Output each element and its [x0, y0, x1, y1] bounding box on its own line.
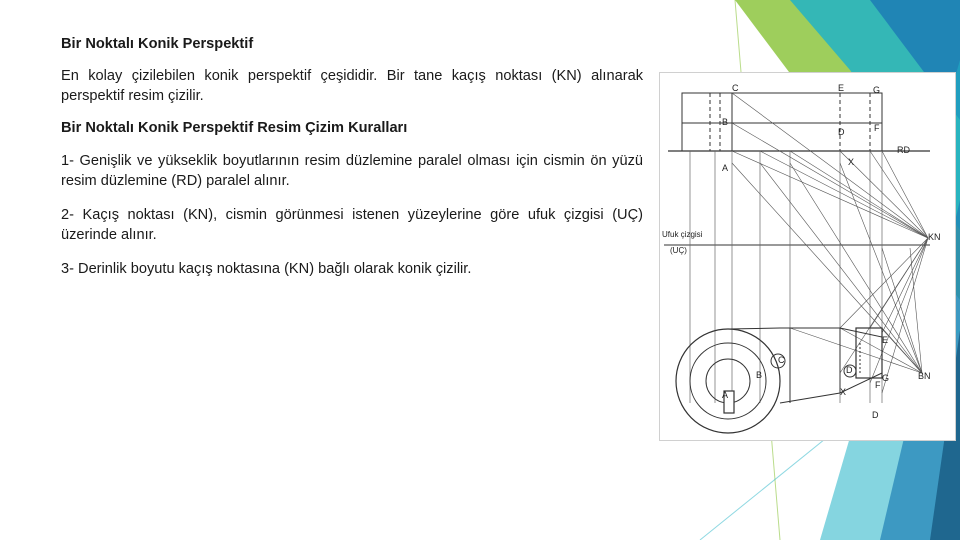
label-a-mid: A — [722, 163, 729, 173]
label-a-bot: A — [722, 390, 729, 400]
label-kn: KN — [928, 232, 941, 242]
rules-heading: Bir Noktalı Konik Perspektif Resim Çizim Kuralları — [61, 120, 408, 136]
label-x-bot: X — [840, 387, 847, 397]
label-rd: RD — [897, 145, 910, 155]
slide-title: Bir Noktalı Konik Perspektif — [61, 36, 254, 52]
label-c-top: C — [732, 83, 739, 93]
perspective-drawing-svg — [660, 73, 955, 440]
rule-1: 1- Genişlik ve yükseklik boyutlarının resim düzlemine paralel olması için cismin ön yüzü resim düzlemine (RD) paralel alınır. — [61, 153, 643, 189]
label-horizon-1: Ufuk çizgisi — [662, 230, 703, 239]
figure-labels — [662, 83, 941, 420]
label-b-bot: B — [756, 370, 763, 380]
label-f-top: F — [874, 123, 880, 133]
rule-2: 2- Kaçış noktası (KN), cismin görünmesi istenen yüzeylerine göre ufuk çizgisi (UÇ) üzerinde alınır. — [61, 207, 643, 243]
label-c-bot: C — [778, 355, 785, 365]
label-bn: BN — [918, 371, 931, 381]
slide-text — [61, 34, 643, 279]
intro-paragraph: En kolay çizilebilen konik perspektif çeşididir. Bir tane kaçış noktası (KN) alınarak perspektif resim çizilir. — [61, 68, 643, 104]
label-d-low: D — [872, 410, 879, 420]
label-g-top: G — [873, 85, 881, 95]
label-g-bot: G — [882, 373, 890, 383]
rule-3: 3- Derinlik boyutu kaçış noktasına (KN) bağlı olarak konik çizilir. — [61, 261, 472, 277]
label-b-top: B — [722, 117, 729, 127]
label-e-bot: E — [882, 335, 889, 345]
label-d-bot: D — [846, 365, 853, 375]
label-e-top: E — [838, 83, 845, 93]
label-f-bot: F — [875, 380, 881, 390]
perspective-drawing — [659, 72, 956, 441]
label-horizon-2: (UÇ) — [670, 246, 687, 255]
label-d-top: D — [838, 127, 845, 137]
label-x-mid: X — [848, 157, 855, 167]
